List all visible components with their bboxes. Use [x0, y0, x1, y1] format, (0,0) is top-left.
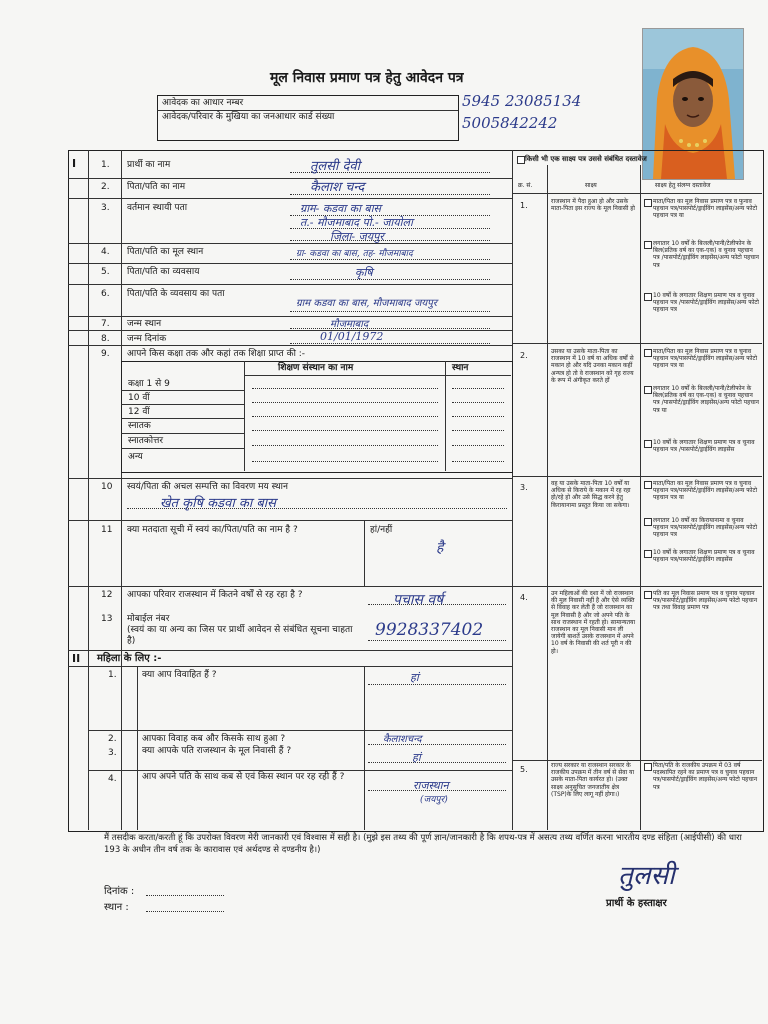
voter-list-value: है — [436, 540, 444, 556]
row2-label: पिता/पति का नाम — [127, 182, 186, 192]
proof2-no: 2. — [520, 351, 528, 360]
row4-label: पिता/पति का मूल स्थान — [127, 247, 204, 257]
proof4-doc1: पति का मूल निवास प्रमाण पत्र व चुनाव पहचान पत्र/पासपोर्ट/ड्राईविंग लाइसेंस/अन्य फोटो पहचान पत्र तथा विवाह प्रमाण पत्र — [653, 590, 758, 612]
row1-no: 1. — [101, 160, 110, 170]
proof3-no: 3. — [520, 483, 528, 492]
proof5-no: 5. — [520, 765, 528, 774]
col-ks: क्र. सं. — [518, 182, 533, 189]
form-title: मूल निवास प्रमाण पत्र हेतु आवेदन पत्र — [270, 70, 464, 86]
proof2-doc2-checkbox[interactable] — [644, 386, 652, 394]
edu-row-4: स्नातक — [128, 421, 151, 431]
proof3-doc3: 10 वर्षों के लगातार शिक्षण प्रमाण पत्र व चुनाव पहचान पत्र/पासपोर्ट/ड्राईविंग लाइसेंस — [653, 549, 755, 564]
applicant-name-value: तुलसी देवी — [310, 159, 361, 174]
row7-label: जन्म स्थान — [127, 319, 162, 329]
proof1-doc2: लगातार 10 वर्षों के बिजली/पानी/टेलीफोन के बिल(प्रतिक वर्ष का एक-एक) व चुनाव पहचान पत्र /पासपोर्ट/ड्राईविंग लाइसेंस/अन्य फोटो पहचान पत्र — [653, 240, 759, 269]
q10-no: 10 — [101, 482, 113, 492]
applicant-signature: तुलसी — [618, 861, 675, 891]
proof2-doc1: माता/पिता का मूल निवास प्रमाण पत्र व चुनाव पहचान पत्र/पासपोर्ट/ड्राईविंग लाइसेंस/अन्य फोटो पहचान पत्र या — [653, 348, 758, 370]
father-name-value: कैलाश चन्द — [310, 180, 365, 195]
col-proof: साक्ष्य — [585, 182, 597, 189]
proof1-doc1-checkbox[interactable] — [644, 199, 652, 207]
years-value: पचास वर्ष — [393, 592, 444, 608]
row3-no: 3. — [101, 203, 110, 213]
q13-sublabel: (स्वयं का या अन्य का जिस पर प्रार्थी आवेदन से संबंधित सूचना चाहता है) — [127, 625, 353, 646]
q11-label: क्या मतदाता सूची में स्वयं का/पिता/पति का नाम है ? — [127, 525, 298, 535]
q9-no: 9. — [101, 349, 110, 359]
section1-roman: I — [72, 157, 77, 170]
row8-label: जन्म दिनांक — [127, 334, 167, 344]
section2-roman: II — [72, 652, 81, 665]
row7-no: 7. — [101, 319, 110, 329]
edu-row-5: स्नातकोत्तर — [128, 436, 164, 446]
q12-no: 12 — [101, 590, 113, 600]
edu-row-3: 12 वीं — [128, 407, 150, 417]
occupation-value: कृषि — [355, 266, 373, 279]
proof1-doc3-checkbox[interactable] — [644, 293, 652, 301]
signature-caption: प्रार्थी के हस्ताक्षर — [606, 898, 667, 909]
proof1-doc3: 10 वर्षों के लगातार शिक्षण प्रमाण पत्र व चुनाव पहचान पत्र /पासपोर्ट/ड्राईविंग लाइसेंस/अन्य फोटो पहचान पत्र — [653, 292, 759, 314]
proof4-doc1-checkbox[interactable] — [644, 591, 652, 599]
q9-label: आपने किस कक्षा तक और कहां तक शिक्षा प्राप्त की :- — [127, 349, 306, 359]
proof2-text: उसका या उसके माता-पिता का राजस्थान में 10 वर्ष या अधिक वर्षों से मकान हो और यदि उनका मकान कहीं अन्यत्र हो तो वे राजस्थान को गृह राज्य के रूप में अंगीकृत करते हों — [551, 348, 634, 384]
s2-row4-label: आप अपने पति के साथ कब से एवं किस स्थान पर रह रही हैं ? — [142, 772, 345, 782]
proof2-doc3: 10 वर्षों के लगातार शिक्षण प्रमाण पत्र व चुनाव पहचान पत्र /पासपोर्ट/ड्राईविंग लाइसेंस — [653, 439, 755, 454]
s2-row2-label: आपका विवाह कब और किसके साथ हुआ ? — [142, 734, 286, 744]
edu-header-place: स्थान — [452, 363, 469, 373]
proof2-doc2: लगातार 10 वर्षों के बिजली/पानी/टेलीफोन के बिल(प्रतिक वर्ष का एक-एक) व चुनाव पहचान पत्र /पासपोर्ट/ड्राईविंग लाइसेंस/अन्य फोटो पहचान पत्र या — [653, 385, 759, 414]
q13-label: मोबाईल नंबर — [127, 614, 170, 624]
row3-label: वर्तमान स्थायी पता — [127, 203, 188, 213]
q10-label: स्वयं/पिता की अचल सम्पत्ति का विवरण मय स्थान — [127, 482, 289, 492]
row5-label: पिता/पति का व्यवसाय — [127, 267, 200, 277]
row6-no: 6. — [101, 289, 110, 299]
mobile-value: 9928337402 — [375, 620, 484, 640]
proof2-doc1-checkbox[interactable] — [644, 349, 652, 357]
s2-row3-no: 3. — [108, 748, 117, 758]
s2-row4-no: 4. — [108, 774, 117, 784]
s2-row2-no: 2. — [108, 734, 117, 744]
proof-header-checkbox[interactable] — [517, 156, 525, 164]
s2-row3-label: क्या आपके पति राजस्थान के मूल निवासी हैं ? — [142, 746, 292, 756]
janaadhar-value: 5005842242 — [462, 114, 558, 132]
address-value-3: जिला- जयपुर — [330, 230, 384, 243]
proof5-text: राज्य सरकार या राजस्थान सरकार के राजकीय उपक्रम में तीन वर्ष से सेवा या उसके माता-पिता कार्यरत हो। (उक्त साक्ष्य अनुसूचित जनजातीय क्षेत्र (TSP)के लिए लागू नहीं होगा।) — [551, 762, 635, 798]
proof1-doc2-checkbox[interactable] — [644, 241, 652, 249]
proof3-doc1-checkbox[interactable] — [644, 481, 652, 489]
row5-no: 5. — [101, 267, 110, 277]
edu-row-1: कक्षा 1 से 9 — [128, 379, 170, 389]
property-value: खेत कृषि कडवा का बास — [160, 496, 276, 511]
proof-header-text: किसी भी एक साक्ष्य पत्र उससे संबंधित दस्तावेज — [525, 155, 647, 163]
proof4-no: 4. — [520, 593, 528, 602]
education-table — [121, 361, 513, 473]
row1-label: प्रार्थी का नाम — [127, 160, 171, 170]
proof1-doc1: माता/पिता का मूल निवास प्रमाण पत्र व फुनाव पहचान पत्र/पासपोर्ट/ड्राईविंग लाइसेंस/अन्य फोटो पहचान पत्र या — [653, 198, 758, 220]
col-docs: साक्ष्य हेतु संलग्न दस्तावेज — [655, 182, 711, 189]
husband-native-value: हां — [412, 751, 421, 764]
address-value-2: त.- मौजमाबाद पो.- जायोला — [300, 216, 413, 229]
aadhar-value: 5945 23085134 — [462, 92, 582, 110]
proof3-text: वह या उसके माता-पिता 10 वर्षों या अधिक से किराये के मकान में रह रहा हो/रहे हो और उसे सिद्ध करने हेतु किरायानामा प्रस्तुत किया जा सकेगा। — [551, 480, 631, 509]
proof2-doc3-checkbox[interactable] — [644, 440, 652, 448]
q11-no: 11 — [101, 525, 113, 535]
proof4-text: उन महिलाओं की दशा में जो राजस्थान की मूल निवासी नहीं है और ऐसे व्यक्ति से विवाह कर लेती हैं जो राजस्थान का मूल निवासी है और जो अपने पति के साथ राजस्थान में रहती हो। सामान्यतया राजस्थान का मूल निवासी मान ली जायेगी बाशर्ते उसके राजस्थान में अपने 10 वर्ष के निवासी की शर्त पूरी न की हो। — [551, 590, 636, 655]
place-label: स्थान : — [104, 902, 129, 913]
proof3-doc2-checkbox[interactable] — [644, 518, 652, 526]
q12-label: आपका परिवार राजस्थान में कितने वर्षों से रह रहा है ? — [127, 590, 303, 600]
marriage-value: कैलाशचन्द — [383, 734, 422, 745]
row4-no: 4. — [101, 247, 110, 257]
birthdate-value: 01/01/1972 — [320, 330, 384, 343]
date-label: दिनांक : — [104, 886, 135, 897]
proof1-no: 1. — [520, 201, 528, 210]
proof3-doc2: लगातार 10 वर्षों का किरायानामा व चुनाव पहचान पत्र/पासपोर्ट/ड्राईविंग लाइसेंस/अन्य फोटो पहचान पत्र — [653, 517, 758, 539]
row2-no: 2. — [101, 182, 110, 192]
proof5-doc1: पिता/पति के राजकीय उपक्रम में 03 वर्ष पदस्थापित रहने का प्रमाण पत्र व चुनाव पहचान पत्र/पासपोर्ट/ड्राईविंग लाइसेंस/अन्य फोटो पहचान पत्र — [653, 762, 758, 791]
proof3-doc1: माता/पिता का मूल निवास प्रमाण पत्र व चुनाव पहचान पत्र/पासपोर्ट/ड्राईविंग लाइसेंस/अन्य फोटो पहचान पत्र या — [653, 480, 758, 502]
s2-row1-label: क्या आप विवाहित हैं ? — [142, 670, 217, 680]
edu-header-institution: शिक्षण संस्थान का नाम — [278, 363, 354, 373]
aadhar-label: आवेदक का आधार नम्बर — [162, 98, 244, 108]
q13-no: 13 — [101, 614, 113, 624]
married-value: हां — [410, 671, 419, 684]
address-value-1: ग्राम- कडवा का बास — [300, 202, 381, 215]
row6-label: पिता/पति के व्यवसाय का पता — [127, 289, 225, 299]
residence-value-2: (जयपुर) — [420, 795, 448, 805]
proof1-text: राजस्थान में पैदा हुआ हो और उसके माता-पिता इस राज्य के मूल निवासी हो — [551, 198, 635, 213]
origin-value: ग्रा- कडवा का बास, तह- मौजमाबाद — [296, 249, 413, 259]
residence-value-1: राजस्थान — [413, 779, 449, 792]
edu-row-2: 10 वीं — [128, 393, 150, 403]
birthplace-value: मौजमाबाद — [330, 319, 369, 330]
declaration-text: मैं तसदीक करता/करती हूं कि उपरोक्त विवरण मेरी जानकारी एवं विश्वास में सही है। (मुझे इस तथ्य की पूर्ण ज्ञान/जानकारी है कि शपथ-पत्र में असत्य तथ्य वर्णित करना भारतीय दण्ड संहिता (आईपीसी) की धारा 193 के अधीन तीन वर्ष तक के कारावास एवं अर्थदण्ड से दण्डनीय है।) — [104, 833, 742, 855]
edu-row-6: अन्य — [128, 452, 143, 462]
janaadhar-label: आवेदक/परिवार के मुखिया का जनआधार कार्ड संख्या — [162, 112, 335, 122]
q11-options: हां/नहीं — [370, 525, 393, 535]
proof5-doc1-checkbox[interactable] — [644, 763, 652, 771]
s2-row1-no: 1. — [108, 670, 117, 680]
proof3-doc3-checkbox[interactable] — [644, 550, 652, 558]
row8-no: 8. — [101, 334, 110, 344]
occupation-address-value: ग्राम कडवा का बास, मौजमाबाद जयपुर — [296, 298, 437, 309]
section2-title: महिला के लिए :- — [97, 653, 162, 664]
